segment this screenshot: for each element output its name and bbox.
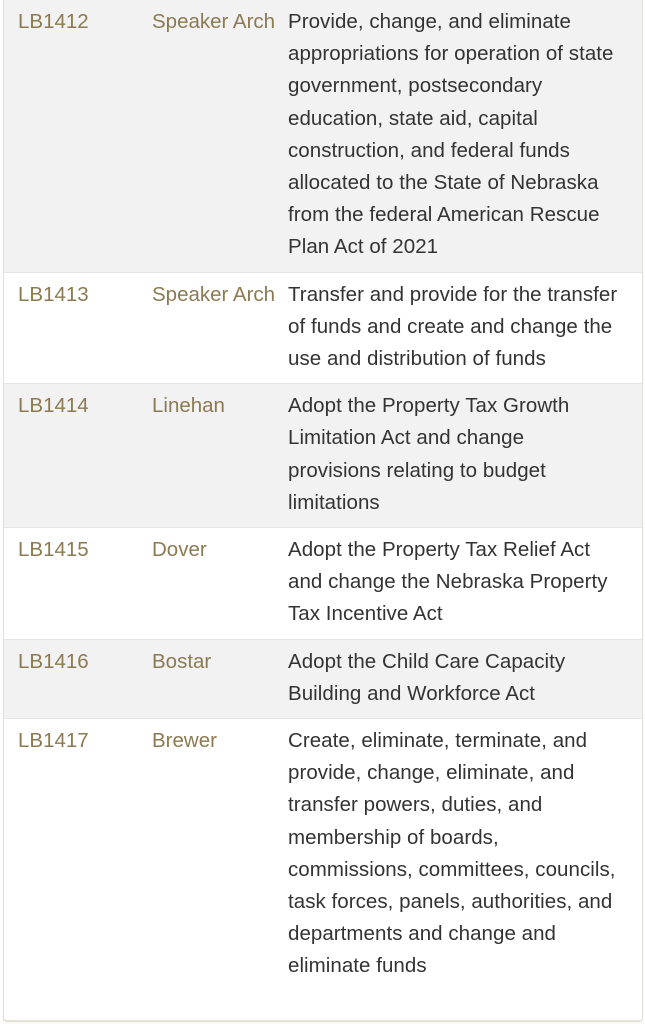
bill-description: Adopt the Property Tax Relief Act and change the Nebraska Property Tax Incentive Act — [288, 538, 608, 626]
table-row — [4, 639, 642, 718]
bill-id-link[interactable]: LB1413 — [18, 282, 89, 306]
bill-description: Adopt the Property Tax Growth Limitation Act and change provisions relating to budget limitations — [288, 394, 570, 514]
bill-sponsor-link[interactable]: Dover — [152, 538, 207, 562]
bill-id-link[interactable]: LB1417 — [18, 729, 89, 753]
bill-sponsor-link[interactable]: Bostar — [152, 649, 212, 673]
bill-id-link[interactable]: LB1416 — [18, 649, 89, 673]
bills-table-container — [3, 0, 643, 1022]
table-row — [4, 528, 642, 640]
bill-description: Provide, change, and eliminate appropriations for operation of state government, postsecondary education, state aid, capital construction, and federal funds allocated to the State of Nebraska from the federal American Rescue Plan Act of 2021 — [288, 10, 614, 259]
table-row — [4, 384, 642, 528]
bill-sponsor-link[interactable]: Linehan — [152, 394, 225, 418]
table-row — [4, 0, 642, 272]
bills-table — [4, 0, 642, 991]
bill-id-link[interactable]: LB1415 — [18, 538, 89, 562]
bill-description: Create, eliminate, terminate, and provide, change, eliminate, and transfer powers, duties, and membership of boards, commissions, committees, councils, task forces, panels, authorities, and departments and change and eliminate funds — [288, 729, 616, 978]
bill-sponsor-link[interactable]: Speaker Arch — [152, 282, 276, 306]
bill-sponsor-link[interactable]: Speaker Arch — [152, 10, 276, 33]
bill-id-link[interactable]: LB1412 — [18, 10, 89, 33]
bill-description: Transfer and provide for the transfer of funds and create and change the use and distribution of funds — [288, 282, 618, 371]
bill-description: Adopt the Child Care Capacity Building and Workforce Act — [288, 649, 566, 705]
bill-id-link[interactable]: LB1414 — [18, 394, 89, 418]
bill-sponsor-link[interactable]: Brewer — [152, 729, 217, 753]
table-row — [4, 719, 642, 991]
table-row — [4, 272, 642, 384]
